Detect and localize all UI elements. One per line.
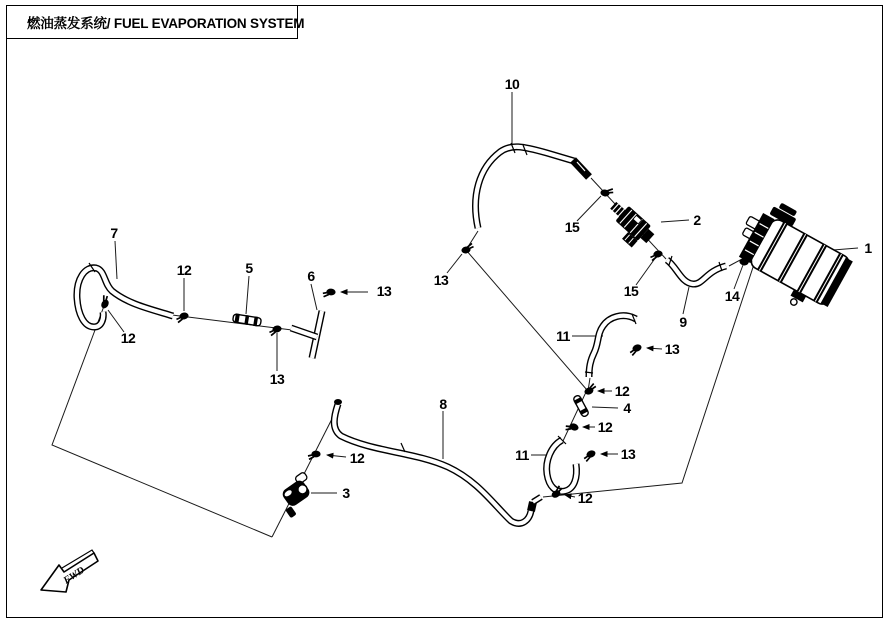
page-border xyxy=(6,5,883,618)
callout-7: 7 xyxy=(110,225,118,241)
callout-8: 8 xyxy=(439,396,447,412)
callout-15: 15 xyxy=(564,219,580,235)
page-title: 燃油蒸发系统/ FUEL EVAPORATION SYSTEM xyxy=(27,16,305,31)
callout-12: 12 xyxy=(597,419,613,435)
fwd-label: FWD xyxy=(61,564,87,587)
callout-12: 12 xyxy=(614,383,630,399)
callout-2: 2 xyxy=(693,212,701,228)
callout-13: 13 xyxy=(376,283,392,299)
callout-13: 13 xyxy=(620,446,636,462)
callout-12: 12 xyxy=(120,330,136,346)
callout-4: 4 xyxy=(623,400,631,416)
callout-9: 9 xyxy=(679,314,687,330)
callout-6: 6 xyxy=(307,268,315,284)
callout-11: 11 xyxy=(556,328,570,344)
callout-13: 13 xyxy=(664,341,680,357)
callout-3: 3 xyxy=(342,485,350,501)
callout-13: 13 xyxy=(269,371,285,387)
callout-14: 14 xyxy=(724,288,740,304)
callout-11: 11 xyxy=(515,447,529,463)
callout-13: 13 xyxy=(433,272,449,288)
title-block xyxy=(6,5,305,39)
callout-1: 1 xyxy=(864,240,872,256)
callout-12: 12 xyxy=(349,450,365,466)
callout-12: 12 xyxy=(176,262,192,278)
callout-10: 10 xyxy=(504,76,520,92)
callout-12: 12 xyxy=(577,490,593,506)
callout-15: 15 xyxy=(623,283,639,299)
callout-5: 5 xyxy=(245,260,253,276)
